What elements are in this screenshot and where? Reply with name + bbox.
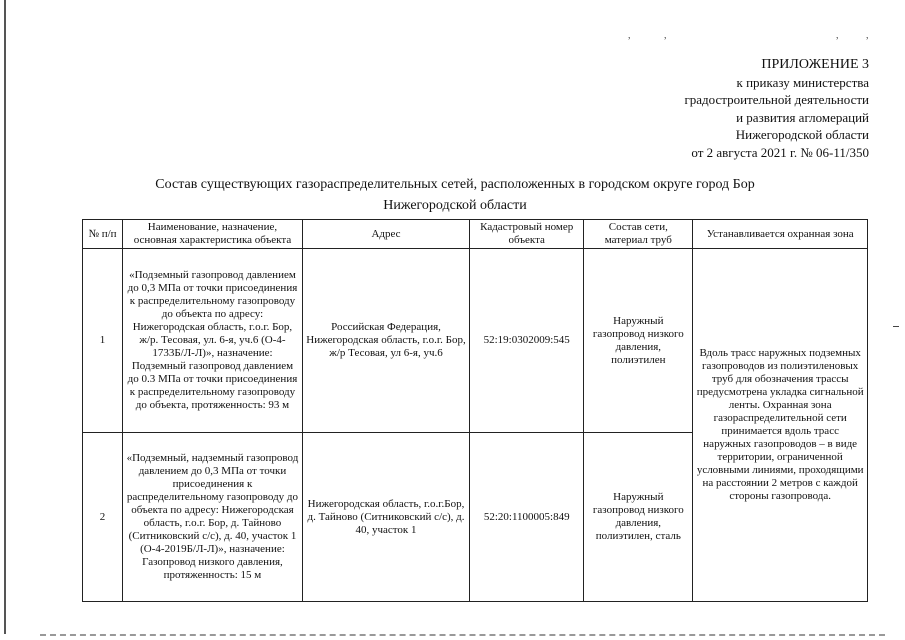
table-header-row — [83, 220, 868, 249]
header-cadastral: Кадастровый номер объекта — [470, 220, 584, 249]
scan-mark: , — [866, 30, 869, 41]
header-number: № п/п — [83, 220, 123, 249]
header-network: Состав сети, материал труб — [584, 220, 693, 249]
header-name: Наименование, назначение, основная характеристика объекта — [123, 220, 303, 249]
cell-number: 2 — [83, 433, 123, 602]
cell-cadastral: 52:19:0302009:545 — [470, 249, 584, 433]
appendix-date-line: от 2 августа 2021 г. № 06-11/350 — [691, 144, 869, 160]
document-title-line: Нижегородской области — [383, 198, 527, 213]
cell-address: Нижегородская область, г.о.г.Бор, д. Тайново (Ситниковский с/с), д. 40, участок 1 — [302, 433, 469, 602]
cell-number: 1 — [83, 249, 123, 433]
document-title-line: Состав существующих газораспределительных сетей, расположенных в городском округе город Бор — [155, 177, 755, 192]
scan-mark — [893, 326, 899, 327]
appendix-title: ПРИЛОЖЕНИЕ 3 — [761, 57, 869, 72]
cell-zone: Вдоль трасс наружных подземных газопроводов из полиэтиленовых труб для обозначения трассы предусмотрена укладка сигнальной ленты. Охранная зона газораспределительной сети принимается вдоль трасс наружных газопроводов – в виде территории, ограниченной условными линиями, проходящими на расстоянии 2 метров с каждой стороны газопровода. — [693, 249, 868, 602]
document-title — [120, 174, 790, 216]
scan-mark: , — [664, 30, 667, 41]
cell-address: Российская Федерация, Нижегородская область, г.о.г. Бор, ж/р Тесовая, ул 6-я, уч.6 — [302, 249, 469, 433]
appendix-line: Нижегородской области — [735, 127, 869, 142]
cell-name: «Подземный, надземный газопровод давлением до 0,3 МПа от точки присоединения к распределительному газопроводу до объекта по адресу: Нижегородская область, г.о.г. Бор, д. Тайново (Ситниковский с/с), д. 40, участок 1 (О-4-2019Б/Л-Л)», назначение: Газопровод низкого давления, протяженность: 15 м — [123, 433, 303, 602]
table-row — [83, 249, 868, 433]
cell-cadastral: 52:20:1100005:849 — [470, 433, 584, 602]
appendix-block — [684, 56, 869, 161]
appendix-line: градостроительной деятельности — [684, 92, 869, 107]
appendix-line: к приказу министерства — [736, 74, 869, 90]
header-zone: Устанавливается охранная зона — [693, 220, 868, 249]
gas-network-table — [82, 219, 868, 602]
scan-bottom-edge — [40, 634, 885, 636]
scan-mark: , — [628, 30, 631, 41]
cell-network: Наружный газопровод низкого давления, полиэтилен, сталь — [584, 433, 693, 602]
cell-network: Наружный газопровод низкого давления, полиэтилен — [584, 249, 693, 433]
cell-name: «Подземный газопровод давлением до 0,3 МПа от точки присоединения к распределительному газопроводу до объекта по адресу: Нижегородская область, г.о.г. Бор, ж/р. Тесовая, ул. 6-я, уч.6 (О-4-1733Б/Л-Л)», назначение: Подземный газопровод давлением до 0.3 МПа от точки присоединения к распределительному газопроводу до объекта, протяженность: 93 м — [123, 249, 303, 433]
scan-mark: , — [836, 30, 839, 41]
header-address: Адрес — [302, 220, 469, 249]
appendix-line: и развития агломераций — [736, 109, 869, 125]
